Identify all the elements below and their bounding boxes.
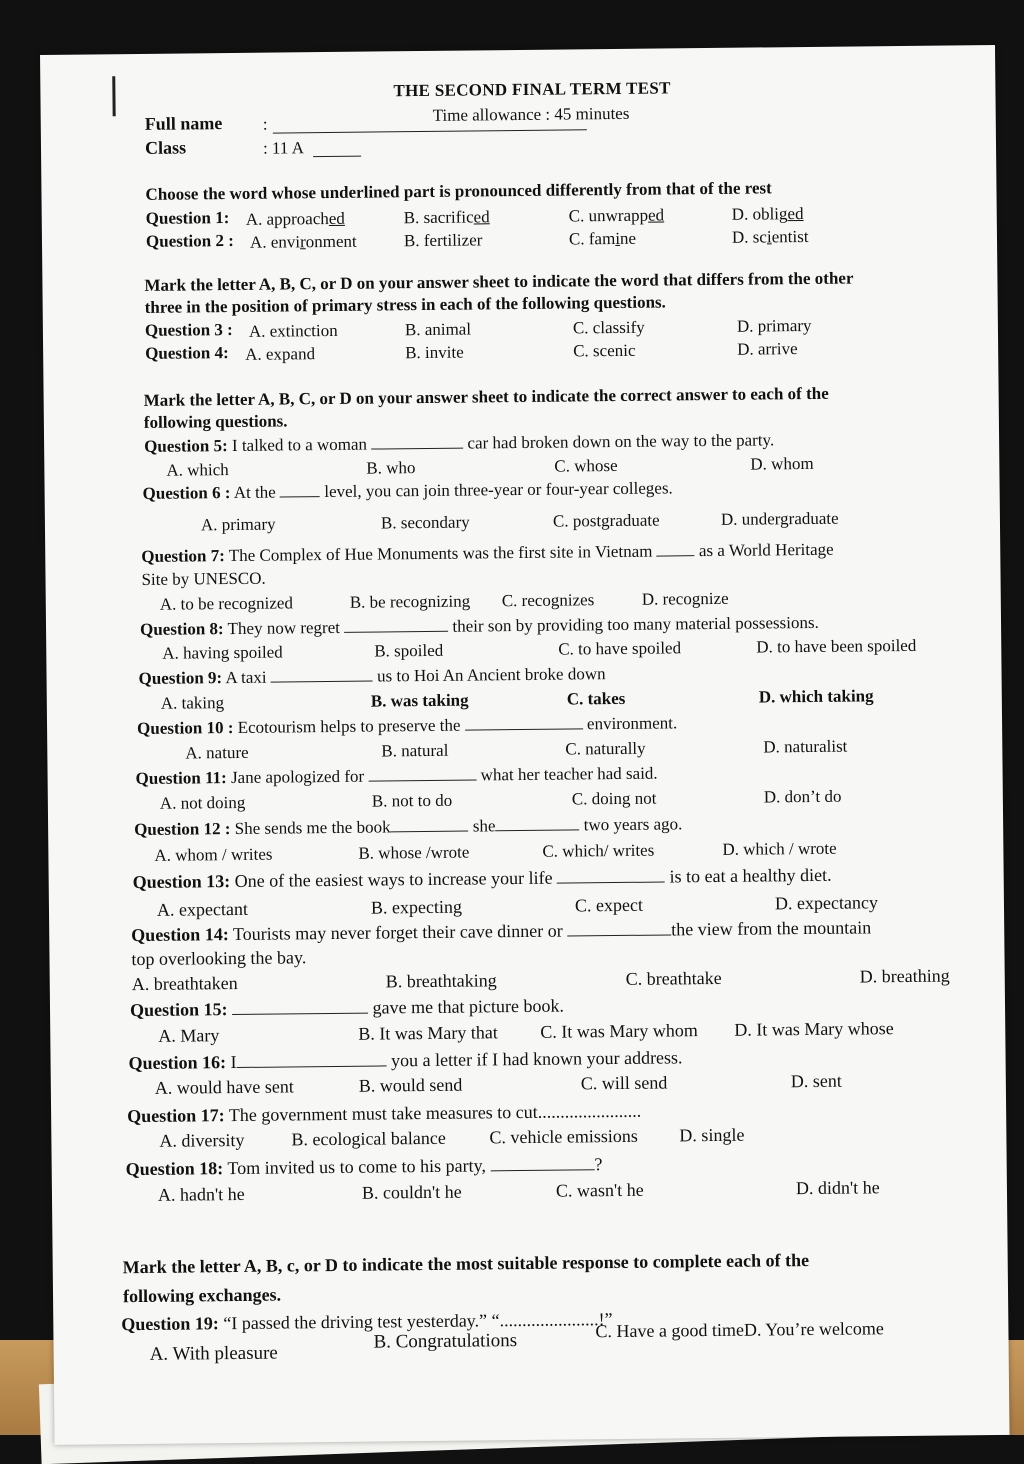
- q12-option-c: C. which/ writes: [542, 840, 655, 861]
- q12-option-d: D. which / wrote: [722, 838, 837, 859]
- q6-option-a: A. primary: [200, 514, 276, 535]
- q1-option-c: C. unwrapped: [568, 205, 665, 226]
- full-name-colon: :: [262, 114, 268, 134]
- q4-option-a: A. expand: [245, 344, 316, 364]
- section-response-line1: Mark the letter A, B, c, or D to indicate the most suitable response to complete each of the: [122, 1250, 810, 1278]
- q2-option-d: D. scientist: [731, 226, 809, 247]
- question-13: Question 13: One of the easiest ways to increase your life is to eat a healthy diet.: [132, 864, 832, 893]
- q7-option-c: C. recognizes: [501, 590, 595, 611]
- q13-option-d: D. expectancy: [774, 892, 879, 914]
- question-19: Question 19: “I passed the driving test yesterday.” “......................!”: [121, 1309, 613, 1335]
- q13-option-b: B. expecting: [370, 896, 463, 918]
- q5-option-c: C. whose: [554, 455, 618, 476]
- class-label: Class: [144, 137, 187, 158]
- q7-option-d: D. recognize: [641, 588, 729, 609]
- question-7: Question 7: The Complex of Hue Monuments was the first site in Vietnam as a World Heritage: [141, 539, 834, 566]
- question-10: Question 10 : Ecotourism helps to preserve the environment.: [136, 713, 678, 739]
- q12-option-b: B. whose /wrote: [358, 842, 470, 863]
- q9-option-a: A. taking: [160, 693, 225, 713]
- question-15: Question 15: gave me that picture book.: [129, 995, 565, 1021]
- q14-option-d: D. breathing: [859, 965, 950, 987]
- question-6: Question 6 : At the level, you can join three-year or four-year colleges.: [142, 478, 673, 503]
- q19-option-a: A. With pleasure: [149, 1342, 278, 1365]
- question-11: Question 11: Jane apologized for what her teacher had said.: [135, 763, 658, 789]
- class-line: [313, 156, 361, 158]
- q3-option-a: A. extinction: [248, 320, 338, 341]
- section-stress-line1: Mark the letter A, B, C, or D on your answer sheet to indicate the word that differs from the other: [144, 268, 854, 295]
- q13-option-c: C. expect: [574, 894, 644, 916]
- q11-option-c: C. doing not: [571, 788, 657, 809]
- q13-option-a: A. expectant: [156, 898, 249, 920]
- question-4: Question 4:: [145, 343, 229, 363]
- time-allowance: Time allowance : 45 minutes: [432, 103, 630, 125]
- question-9: Question 9: A taxi us to Hoi An Ancient broke down: [138, 664, 606, 689]
- q4-option-d: D. arrive: [737, 339, 798, 359]
- question-12: Question 12 : She sends me the book she two years ago.: [134, 814, 683, 840]
- q11-option-d: D. don’t do: [763, 786, 842, 807]
- q5-option-d: D. whom: [750, 453, 814, 474]
- q6-option-c: C. postgraduate: [552, 510, 660, 531]
- q17-option-d: D. single: [679, 1124, 745, 1146]
- question-8: Question 8: They now regret their son by providing too many material possessions.: [139, 612, 819, 639]
- question-18: Question 18: Tom invited us to come to his party, ?: [125, 1154, 603, 1180]
- q16-option-c: C. will send: [580, 1072, 668, 1094]
- full-name-line: [273, 129, 587, 133]
- q7-option-b: B. be recognizing: [349, 591, 471, 612]
- q1-option-a: A. approached: [245, 208, 345, 229]
- q6-option-d: D. undergraduate: [720, 508, 839, 529]
- q19-option-b: B. Congratulations: [373, 1330, 518, 1353]
- q17-option-a: A. diversity: [159, 1129, 245, 1151]
- q3-option-b: B. animal: [404, 319, 472, 340]
- class-value: : 11 A: [262, 138, 305, 158]
- q16-option-b: B. would send: [358, 1074, 463, 1096]
- q7-option-a: A. to be recognized: [159, 593, 294, 614]
- question-3: Question 3 :: [144, 319, 233, 340]
- q3-option-d: D. primary: [736, 315, 812, 336]
- test-paper: [40, 45, 1010, 1445]
- question-16: Question 16: I you a letter if I had known your address.: [128, 1047, 683, 1074]
- q11-option-a: A. not doing: [159, 792, 246, 813]
- q2-option-a: A. environment: [249, 231, 357, 252]
- question-17: Question 17: The government must take measures to cut.......................: [127, 1100, 642, 1127]
- q19-option-c: C. Have a good timeD. You’re welcome: [595, 1318, 884, 1342]
- full-name-label: Full name: [144, 113, 223, 134]
- section-pronunciation: Choose the word whose underlined part is pronounced differently from that of the rest: [145, 178, 772, 204]
- q2-option-c: C. famine: [568, 228, 637, 249]
- q18-option-d: D. didn't he: [795, 1177, 880, 1199]
- question-2: Question 2 :: [145, 230, 234, 251]
- section-correct-line1: Mark the letter A, B, C, or D on your answer sheet to indicate the correct answer to each of the: [143, 383, 829, 410]
- q12-option-a: A. whom / writes: [154, 844, 273, 865]
- q3-option-c: C. classify: [572, 317, 645, 338]
- q11-option-b: B. not to do: [371, 790, 453, 811]
- q8-option-c: C. to have spoiled: [558, 638, 682, 659]
- test-title: THE SECOND FINAL TERM TEST: [393, 78, 671, 101]
- q18-option-a: A. hadn't he: [157, 1183, 245, 1205]
- question-14-line2: top overlooking the bay.: [131, 947, 307, 970]
- pen-mark: [112, 76, 115, 116]
- q17-option-b: B. ecological balance: [291, 1127, 446, 1150]
- q9-option-c: C. takes: [566, 688, 626, 709]
- q14-option-a: A. breathtaken: [131, 972, 238, 995]
- section-response-line2: following exchanges.: [122, 1284, 282, 1307]
- q5-option-a: A. which: [166, 460, 229, 480]
- q9-option-b: B. was taking: [370, 690, 469, 711]
- question-7-line2: Site by UNESCO.: [141, 568, 266, 589]
- q4-option-c: C. scenic: [573, 340, 636, 361]
- q15-option-c: C. It was Mary whom: [540, 1020, 698, 1042]
- question-14: Question 14: Tourists may never forget their cave dinner or the view from the mountain: [131, 917, 872, 946]
- q6-option-b: B. secondary: [380, 512, 470, 533]
- q8-option-a: A. having spoiled: [162, 642, 283, 663]
- q10-option-a: A. nature: [185, 742, 249, 763]
- q15-option-a: A. Mary: [158, 1025, 220, 1046]
- q10-option-d: D. naturalist: [763, 736, 848, 757]
- q1-option-d: D. obliged: [731, 204, 804, 224]
- q8-option-d: D. to have been spoiled: [756, 635, 917, 657]
- q2-option-b: B. fertilizer: [403, 230, 483, 251]
- q18-option-c: C. wasn't he: [555, 1179, 644, 1201]
- q18-option-b: B. couldn't he: [361, 1181, 462, 1203]
- q14-option-b: B. breathtaking: [385, 970, 497, 992]
- q16-option-a: A. would have sent: [154, 1076, 294, 1098]
- q10-option-c: C. naturally: [565, 738, 646, 759]
- q9-option-d: D. which taking: [758, 686, 874, 707]
- q16-option-d: D. sent: [790, 1070, 842, 1092]
- q4-option-b: B. invite: [405, 342, 464, 363]
- q5-option-b: B. who: [366, 458, 416, 478]
- question-5: Question 5: I talked to a woman car had broken down on the way to the party.: [144, 430, 775, 456]
- section-stress-line2: three in the position of primary stress in each of the following questions.: [144, 292, 666, 317]
- q10-option-b: B. natural: [381, 740, 449, 761]
- q1-option-b: B. sacrificed: [403, 207, 490, 228]
- q15-option-b: B. It was Mary that: [358, 1022, 498, 1044]
- section-correct-line2: following questions.: [143, 411, 288, 432]
- q14-option-c: C. breathtake: [625, 967, 722, 989]
- question-1: Question 1:: [145, 208, 230, 228]
- q8-option-b: B. spoiled: [374, 640, 444, 661]
- q17-option-c: C. vehicle emissions: [489, 1125, 638, 1148]
- q15-option-d: D. It was Mary whose: [734, 1018, 894, 1040]
